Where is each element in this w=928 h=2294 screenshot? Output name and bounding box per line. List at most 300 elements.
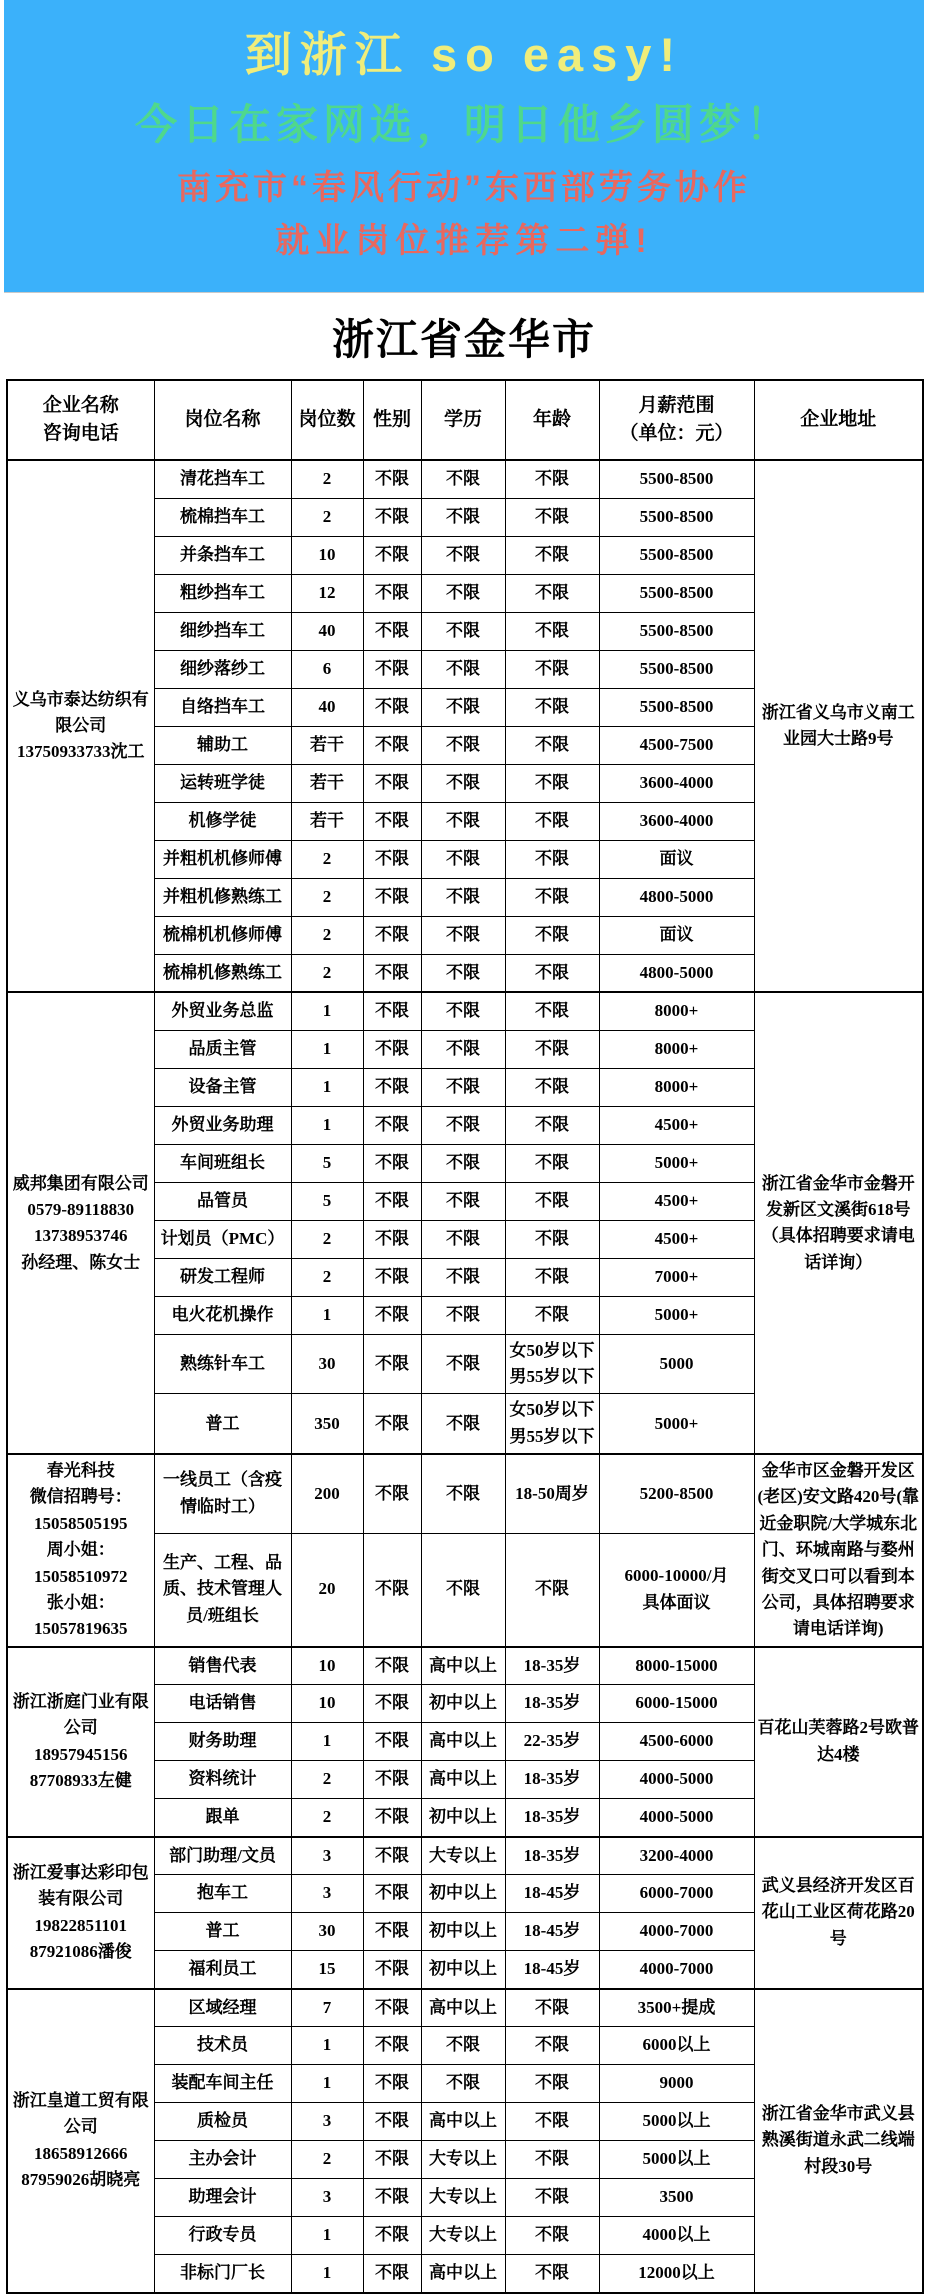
job-count-cell: 200 xyxy=(291,1454,363,1533)
education-cell: 不限 xyxy=(421,2027,505,2065)
salary-cell: 5000+ xyxy=(599,1394,754,1454)
age-cell: 不限 xyxy=(505,650,599,688)
education-cell: 初中以上 xyxy=(421,1913,505,1951)
age-cell: 不限 xyxy=(505,726,599,764)
salary-cell: 5000以上 xyxy=(599,2103,754,2141)
salary-cell: 3600-4000 xyxy=(599,764,754,802)
gender-cell: 不限 xyxy=(363,536,421,574)
salary-cell: 4500-6000 xyxy=(599,1723,754,1761)
job-count-cell: 40 xyxy=(291,688,363,726)
job-title-cell: 技术员 xyxy=(154,2027,291,2065)
job-title-cell: 细纱落纱工 xyxy=(154,650,291,688)
job-title-cell: 计划员（PMC） xyxy=(154,1220,291,1258)
gender-cell: 不限 xyxy=(363,1144,421,1182)
gender-cell: 不限 xyxy=(363,1068,421,1106)
education-cell: 初中以上 xyxy=(421,1799,505,1837)
gender-cell: 不限 xyxy=(363,1799,421,1837)
jobs-table-body xyxy=(7,380,923,2292)
age-cell: 不限 xyxy=(505,764,599,802)
job-title-cell: 财务助理 xyxy=(154,1723,291,1761)
job-title-cell: 普工 xyxy=(154,1913,291,1951)
education-cell: 初中以上 xyxy=(421,1685,505,1723)
gender-cell: 不限 xyxy=(363,840,421,878)
column-header: 岗位名称 xyxy=(154,380,291,460)
company-contact: 18957945156 87708933左健 xyxy=(29,1744,132,1790)
job-title-cell: 梳棉机机修师傅 xyxy=(154,916,291,954)
company-contact: 0579-89118830 13738953746 孙经理、陈女士 xyxy=(21,1199,141,1272)
salary-cell: 4800-5000 xyxy=(599,878,754,916)
job-count-cell: 若干 xyxy=(291,764,363,802)
job-count-cell: 2 xyxy=(291,1799,363,1837)
gender-cell: 不限 xyxy=(363,1647,421,1685)
salary-cell: 5500-8500 xyxy=(599,536,754,574)
age-cell: 18-35岁 xyxy=(505,1647,599,1685)
job-title-cell: 自络挡车工 xyxy=(154,688,291,726)
job-count-cell: 若干 xyxy=(291,726,363,764)
age-cell: 18-35岁 xyxy=(505,1799,599,1837)
education-cell: 不限 xyxy=(421,840,505,878)
job-title-cell: 熟练针车工 xyxy=(154,1334,291,1394)
column-header: 企业名称 咨询电话 xyxy=(7,380,154,460)
age-cell: 不限 xyxy=(505,2103,599,2141)
age-cell: 不限 xyxy=(505,878,599,916)
job-count-cell: 3 xyxy=(291,2103,363,2141)
age-cell: 不限 xyxy=(505,688,599,726)
gender-cell: 不限 xyxy=(363,1182,421,1220)
job-title-cell: 设备主管 xyxy=(154,1068,291,1106)
gender-cell: 不限 xyxy=(363,1394,421,1454)
salary-cell: 5000以上 xyxy=(599,2141,754,2179)
job-count-cell: 20 xyxy=(291,1533,363,1646)
job-title-cell: 助理会计 xyxy=(154,2179,291,2217)
job-title-cell: 机修学徒 xyxy=(154,802,291,840)
job-title-cell: 主办会计 xyxy=(154,2141,291,2179)
job-count-cell: 5 xyxy=(291,1182,363,1220)
header-row xyxy=(7,380,923,460)
gender-cell: 不限 xyxy=(363,954,421,992)
job-title-cell: 非标门厂长 xyxy=(154,2255,291,2293)
job-row xyxy=(7,1454,923,1533)
gender-cell: 不限 xyxy=(363,1837,421,1875)
salary-cell: 5500-8500 xyxy=(599,688,754,726)
job-title-cell: 梳棉机修熟练工 xyxy=(154,954,291,992)
company-cell xyxy=(7,1647,154,1837)
education-cell: 不限 xyxy=(421,764,505,802)
company-cell xyxy=(7,1837,154,1989)
salary-cell: 8000+ xyxy=(599,1030,754,1068)
gender-cell: 不限 xyxy=(363,1258,421,1296)
education-cell: 不限 xyxy=(421,1030,505,1068)
education-cell: 不限 xyxy=(421,1220,505,1258)
age-cell: 不限 xyxy=(505,498,599,536)
job-title-cell: 并条挡车工 xyxy=(154,536,291,574)
job-row xyxy=(7,1837,923,1875)
job-title-cell: 抱车工 xyxy=(154,1875,291,1913)
job-title-cell: 运转班学徒 xyxy=(154,764,291,802)
salary-cell: 5000 xyxy=(599,1334,754,1394)
company-address-cell: 武义县经济开发区百花山工业区荷花路20号 xyxy=(754,1837,923,1989)
job-title-cell: 电火花机操作 xyxy=(154,1296,291,1334)
job-title-cell: 区域经理 xyxy=(154,1989,291,2027)
company-cell xyxy=(7,1454,154,1646)
gender-cell: 不限 xyxy=(363,2065,421,2103)
age-cell: 不限 xyxy=(505,1068,599,1106)
salary-cell: 5500-8500 xyxy=(599,460,754,498)
job-count-cell: 2 xyxy=(291,840,363,878)
job-count-cell: 40 xyxy=(291,612,363,650)
age-cell: 18-50周岁 xyxy=(505,1454,599,1533)
job-count-cell: 5 xyxy=(291,1144,363,1182)
company-name: 浙江浙庭门业有限公司 xyxy=(12,1691,149,1738)
gender-cell: 不限 xyxy=(363,498,421,536)
column-header: 学历 xyxy=(421,380,505,460)
job-title-cell: 装配车间主任 xyxy=(154,2065,291,2103)
age-cell: 不限 xyxy=(505,1144,599,1182)
education-cell: 大专以上 xyxy=(421,2217,505,2255)
education-cell: 不限 xyxy=(421,1106,505,1144)
job-title-cell: 部门助理/文员 xyxy=(154,1837,291,1875)
job-title-cell: 车间班组长 xyxy=(154,1144,291,1182)
gender-cell: 不限 xyxy=(363,574,421,612)
age-cell: 不限 xyxy=(505,1220,599,1258)
age-cell: 18-35岁 xyxy=(505,1837,599,1875)
salary-cell: 5200-8500 xyxy=(599,1454,754,1533)
job-row xyxy=(7,460,923,498)
gender-cell: 不限 xyxy=(363,688,421,726)
company-address-cell: 百花山芙蓉路2号欧普达4楼 xyxy=(754,1647,923,1837)
gender-cell: 不限 xyxy=(363,460,421,498)
company-name: 浙江爱事达彩印包装有限公司 xyxy=(12,1862,149,1909)
job-count-cell: 2 xyxy=(291,916,363,954)
job-title-cell: 销售代表 xyxy=(154,1647,291,1685)
company-cell xyxy=(7,992,154,1454)
age-cell: 不限 xyxy=(505,840,599,878)
company-address-cell: 浙江省金华市金磐开发新区文溪街618号（具体招聘要求请电话详询） xyxy=(754,992,923,1454)
company-contact: 18658912666 87959026胡晓亮 xyxy=(21,2143,141,2189)
age-cell: 不限 xyxy=(505,1182,599,1220)
age-cell: 不限 xyxy=(505,992,599,1030)
gender-cell: 不限 xyxy=(363,802,421,840)
age-cell: 18-35岁 xyxy=(505,1685,599,1723)
salary-cell: 4500-7500 xyxy=(599,726,754,764)
gender-cell: 不限 xyxy=(363,916,421,954)
salary-cell: 5000+ xyxy=(599,1296,754,1334)
salary-cell: 9000 xyxy=(599,2065,754,2103)
salary-cell: 6000-15000 xyxy=(599,1685,754,1723)
education-cell: 不限 xyxy=(421,460,505,498)
education-cell: 不限 xyxy=(421,1454,505,1533)
education-cell: 高中以上 xyxy=(421,1723,505,1761)
education-cell: 高中以上 xyxy=(421,1761,505,1799)
job-title-cell: 辅助工 xyxy=(154,726,291,764)
education-cell: 高中以上 xyxy=(421,1989,505,2027)
salary-cell: 4000-7000 xyxy=(599,1951,754,1989)
job-title-cell: 外贸业务助理 xyxy=(154,1106,291,1144)
education-cell: 不限 xyxy=(421,1258,505,1296)
company-name: 威邦集团有限公司 xyxy=(12,1173,149,1193)
age-cell: 不限 xyxy=(505,802,599,840)
salary-cell: 8000+ xyxy=(599,1068,754,1106)
job-count-cell: 2 xyxy=(291,460,363,498)
gender-cell: 不限 xyxy=(363,612,421,650)
job-title-cell: 研发工程师 xyxy=(154,1258,291,1296)
age-cell: 不限 xyxy=(505,2255,599,2293)
job-title-cell: 清花挡车工 xyxy=(154,460,291,498)
job-count-cell: 1 xyxy=(291,1296,363,1334)
job-count-cell: 1 xyxy=(291,1723,363,1761)
job-title-cell: 细纱挡车工 xyxy=(154,612,291,650)
salary-cell: 4000以上 xyxy=(599,2217,754,2255)
job-count-cell: 1 xyxy=(291,1068,363,1106)
age-cell: 不限 xyxy=(505,916,599,954)
job-title-cell: 跟单 xyxy=(154,1799,291,1837)
company-address-cell: 浙江省金华市武义县熟溪街道永武二线端村段30号 xyxy=(754,1989,923,2293)
age-cell: 不限 xyxy=(505,954,599,992)
gender-cell: 不限 xyxy=(363,2217,421,2255)
education-cell: 不限 xyxy=(421,1182,505,1220)
gender-cell: 不限 xyxy=(363,1761,421,1799)
gender-cell: 不限 xyxy=(363,2141,421,2179)
job-count-cell: 2 xyxy=(291,1761,363,1799)
job-title-cell: 福利员工 xyxy=(154,1951,291,1989)
age-cell: 不限 xyxy=(505,1989,599,2027)
job-count-cell: 2 xyxy=(291,2141,363,2179)
gender-cell: 不限 xyxy=(363,1533,421,1646)
salary-cell: 3600-4000 xyxy=(599,802,754,840)
job-count-cell: 2 xyxy=(291,878,363,916)
column-header: 岗位数 xyxy=(291,380,363,460)
jobs-table xyxy=(6,379,924,2293)
age-cell: 不限 xyxy=(505,1533,599,1646)
job-title-cell: 生产、工程、品质、技术管理人员/班组长 xyxy=(154,1533,291,1646)
education-cell: 不限 xyxy=(421,992,505,1030)
job-count-cell: 10 xyxy=(291,1685,363,1723)
education-cell: 不限 xyxy=(421,726,505,764)
job-count-cell: 1 xyxy=(291,2217,363,2255)
age-cell: 22-35岁 xyxy=(505,1723,599,1761)
job-count-cell: 15 xyxy=(291,1951,363,1989)
education-cell: 不限 xyxy=(421,1394,505,1454)
salary-cell: 5500-8500 xyxy=(599,650,754,688)
job-row xyxy=(7,1647,923,1685)
company-name: 浙江皇道工贸有限公司 xyxy=(12,2090,149,2137)
education-cell: 不限 xyxy=(421,916,505,954)
salary-cell: 4800-5000 xyxy=(599,954,754,992)
salary-cell: 8000-15000 xyxy=(599,1647,754,1685)
job-count-cell: 1 xyxy=(291,2255,363,2293)
job-count-cell: 30 xyxy=(291,1334,363,1394)
salary-cell: 12000以上 xyxy=(599,2255,754,2293)
age-cell: 18-35岁 xyxy=(505,1761,599,1799)
banner-slogan-3: 南充市“春风行动”东西部劳务协作 xyxy=(177,169,751,208)
banner-slogan-4: 就业岗位推荐第二弹! xyxy=(275,221,653,260)
salary-cell: 4500+ xyxy=(599,1220,754,1258)
salary-cell: 4500+ xyxy=(599,1182,754,1220)
salary-cell: 4000-7000 xyxy=(599,1913,754,1951)
age-cell: 不限 xyxy=(505,2027,599,2065)
gender-cell: 不限 xyxy=(363,2255,421,2293)
column-header: 企业地址 xyxy=(754,380,923,460)
education-cell: 不限 xyxy=(421,802,505,840)
age-cell: 不限 xyxy=(505,2065,599,2103)
company-contact: 13750933733沈工 xyxy=(17,742,145,762)
gender-cell: 不限 xyxy=(363,1875,421,1913)
salary-cell: 5500-8500 xyxy=(599,574,754,612)
education-cell: 不限 xyxy=(421,878,505,916)
column-header: 年龄 xyxy=(505,380,599,460)
job-title-cell: 品质主管 xyxy=(154,1030,291,1068)
age-cell: 不限 xyxy=(505,460,599,498)
banner xyxy=(4,0,924,293)
salary-cell: 4500+ xyxy=(599,1106,754,1144)
gender-cell: 不限 xyxy=(363,878,421,916)
education-cell: 不限 xyxy=(421,1296,505,1334)
job-count-cell: 2 xyxy=(291,954,363,992)
job-count-cell: 2 xyxy=(291,1220,363,1258)
company-contact: 19822851101 87921086潘俊 xyxy=(29,1915,132,1961)
banner-slogan-1: 到浙江 so easy! xyxy=(244,28,684,81)
gender-cell: 不限 xyxy=(363,1220,421,1258)
gender-cell: 不限 xyxy=(363,1989,421,2027)
education-cell: 不限 xyxy=(421,954,505,992)
gender-cell: 不限 xyxy=(363,1723,421,1761)
salary-cell: 6000-7000 xyxy=(599,1875,754,1913)
education-cell: 大专以上 xyxy=(421,2179,505,2217)
education-cell: 高中以上 xyxy=(421,1647,505,1685)
company-name: 春光科技 xyxy=(46,1461,115,1481)
column-header: 月薪范围 （单位：元） xyxy=(599,380,754,460)
salary-cell: 面议 xyxy=(599,916,754,954)
age-cell: 不限 xyxy=(505,612,599,650)
education-cell: 不限 xyxy=(421,536,505,574)
column-header: 性别 xyxy=(363,380,421,460)
job-count-cell: 6 xyxy=(291,650,363,688)
job-title-cell: 电话销售 xyxy=(154,1685,291,1723)
age-cell: 女50岁以下 男55岁以下 xyxy=(505,1334,599,1394)
company-cell xyxy=(7,1989,154,2293)
job-count-cell: 1 xyxy=(291,2027,363,2065)
job-title-cell: 外贸业务总监 xyxy=(154,992,291,1030)
salary-cell: 5500-8500 xyxy=(599,612,754,650)
job-count-cell: 3 xyxy=(291,1837,363,1875)
salary-cell: 4000-5000 xyxy=(599,1799,754,1837)
job-title-cell: 普工 xyxy=(154,1394,291,1454)
company-address-cell: 浙江省义乌市义南工业园大士路9号 xyxy=(754,460,923,992)
gender-cell: 不限 xyxy=(363,1334,421,1394)
education-cell: 不限 xyxy=(421,1144,505,1182)
job-title-cell: 行政专员 xyxy=(154,2217,291,2255)
age-cell: 不限 xyxy=(505,2179,599,2217)
banner-slogan-2: 今日在家网选，明日他乡圆梦！ xyxy=(134,100,793,148)
company-contact: 微信招聘号： 15058505195 周小姐： 15058510972 张小姐： 15057819635 xyxy=(29,1487,132,1639)
gender-cell: 不限 xyxy=(363,726,421,764)
salary-cell: 4000-5000 xyxy=(599,1761,754,1799)
education-cell: 不限 xyxy=(421,1068,505,1106)
salary-cell: 6000-10000/月 具体面议 xyxy=(599,1533,754,1646)
job-title-cell: 并粗机机修师傅 xyxy=(154,840,291,878)
education-cell: 大专以上 xyxy=(421,2141,505,2179)
age-cell: 女50岁以下 男55岁以下 xyxy=(505,1394,599,1454)
salary-cell: 5500-8500 xyxy=(599,498,754,536)
education-cell: 不限 xyxy=(421,1334,505,1394)
gender-cell: 不限 xyxy=(363,2027,421,2065)
education-cell: 高中以上 xyxy=(421,2103,505,2141)
job-row xyxy=(7,1989,923,2027)
salary-cell: 3200-4000 xyxy=(599,1837,754,1875)
education-cell: 高中以上 xyxy=(421,2255,505,2293)
gender-cell: 不限 xyxy=(363,1296,421,1334)
salary-cell: 3500 xyxy=(599,2179,754,2217)
education-cell: 初中以上 xyxy=(421,1951,505,1989)
company-cell xyxy=(7,460,154,992)
age-cell: 不限 xyxy=(505,1296,599,1334)
gender-cell: 不限 xyxy=(363,1951,421,1989)
gender-cell: 不限 xyxy=(363,1030,421,1068)
salary-cell: 7000+ xyxy=(599,1258,754,1296)
job-title-cell: 质检员 xyxy=(154,2103,291,2141)
company-address-cell: 金华市区金磐开发区(老区)安文路420号(靠近金职院/大学城东北门、环城南路与婺州街交叉口可以看到本公司，具体招聘要求请电话详询) xyxy=(754,1454,923,1646)
age-cell: 不限 xyxy=(505,1258,599,1296)
job-count-cell: 3 xyxy=(291,2179,363,2217)
education-cell: 不限 xyxy=(421,1533,505,1646)
age-cell: 18-45岁 xyxy=(505,1875,599,1913)
salary-cell: 3500+提成 xyxy=(599,1989,754,2027)
gender-cell: 不限 xyxy=(363,1913,421,1951)
job-count-cell: 350 xyxy=(291,1394,363,1454)
age-cell: 不限 xyxy=(505,574,599,612)
age-cell: 不限 xyxy=(505,2141,599,2179)
salary-cell: 5000+ xyxy=(599,1144,754,1182)
age-cell: 不限 xyxy=(505,1106,599,1144)
age-cell: 18-45岁 xyxy=(505,1913,599,1951)
education-cell: 初中以上 xyxy=(421,1875,505,1913)
job-count-cell: 1 xyxy=(291,2065,363,2103)
gender-cell: 不限 xyxy=(363,2179,421,2217)
job-count-cell: 1 xyxy=(291,992,363,1030)
job-count-cell: 10 xyxy=(291,536,363,574)
job-title-cell: 粗纱挡车工 xyxy=(154,574,291,612)
education-cell: 不限 xyxy=(421,612,505,650)
gender-cell: 不限 xyxy=(363,1685,421,1723)
age-cell: 不限 xyxy=(505,536,599,574)
company-name: 义乌市泰达纺织有限公司 xyxy=(12,689,149,736)
age-cell: 不限 xyxy=(505,2217,599,2255)
section-title-box xyxy=(0,293,928,379)
salary-cell: 8000+ xyxy=(599,992,754,1030)
job-count-cell: 2 xyxy=(291,498,363,536)
gender-cell: 不限 xyxy=(363,992,421,1030)
education-cell: 不限 xyxy=(421,688,505,726)
job-row xyxy=(7,992,923,1030)
salary-cell: 面议 xyxy=(599,840,754,878)
age-cell: 18-45岁 xyxy=(505,1951,599,1989)
gender-cell: 不限 xyxy=(363,1454,421,1533)
age-cell: 不限 xyxy=(505,1030,599,1068)
job-count-cell: 3 xyxy=(291,1875,363,1913)
gender-cell: 不限 xyxy=(363,1106,421,1144)
job-count-cell: 7 xyxy=(291,1989,363,2027)
job-count-cell: 1 xyxy=(291,1030,363,1068)
job-count-cell: 1 xyxy=(291,1106,363,1144)
job-count-cell: 若干 xyxy=(291,802,363,840)
education-cell: 不限 xyxy=(421,498,505,536)
gender-cell: 不限 xyxy=(363,764,421,802)
education-cell: 大专以上 xyxy=(421,1837,505,1875)
page-title: 浙江省金华市 xyxy=(331,318,596,365)
education-cell: 不限 xyxy=(421,2065,505,2103)
gender-cell: 不限 xyxy=(363,2103,421,2141)
job-count-cell: 10 xyxy=(291,1647,363,1685)
